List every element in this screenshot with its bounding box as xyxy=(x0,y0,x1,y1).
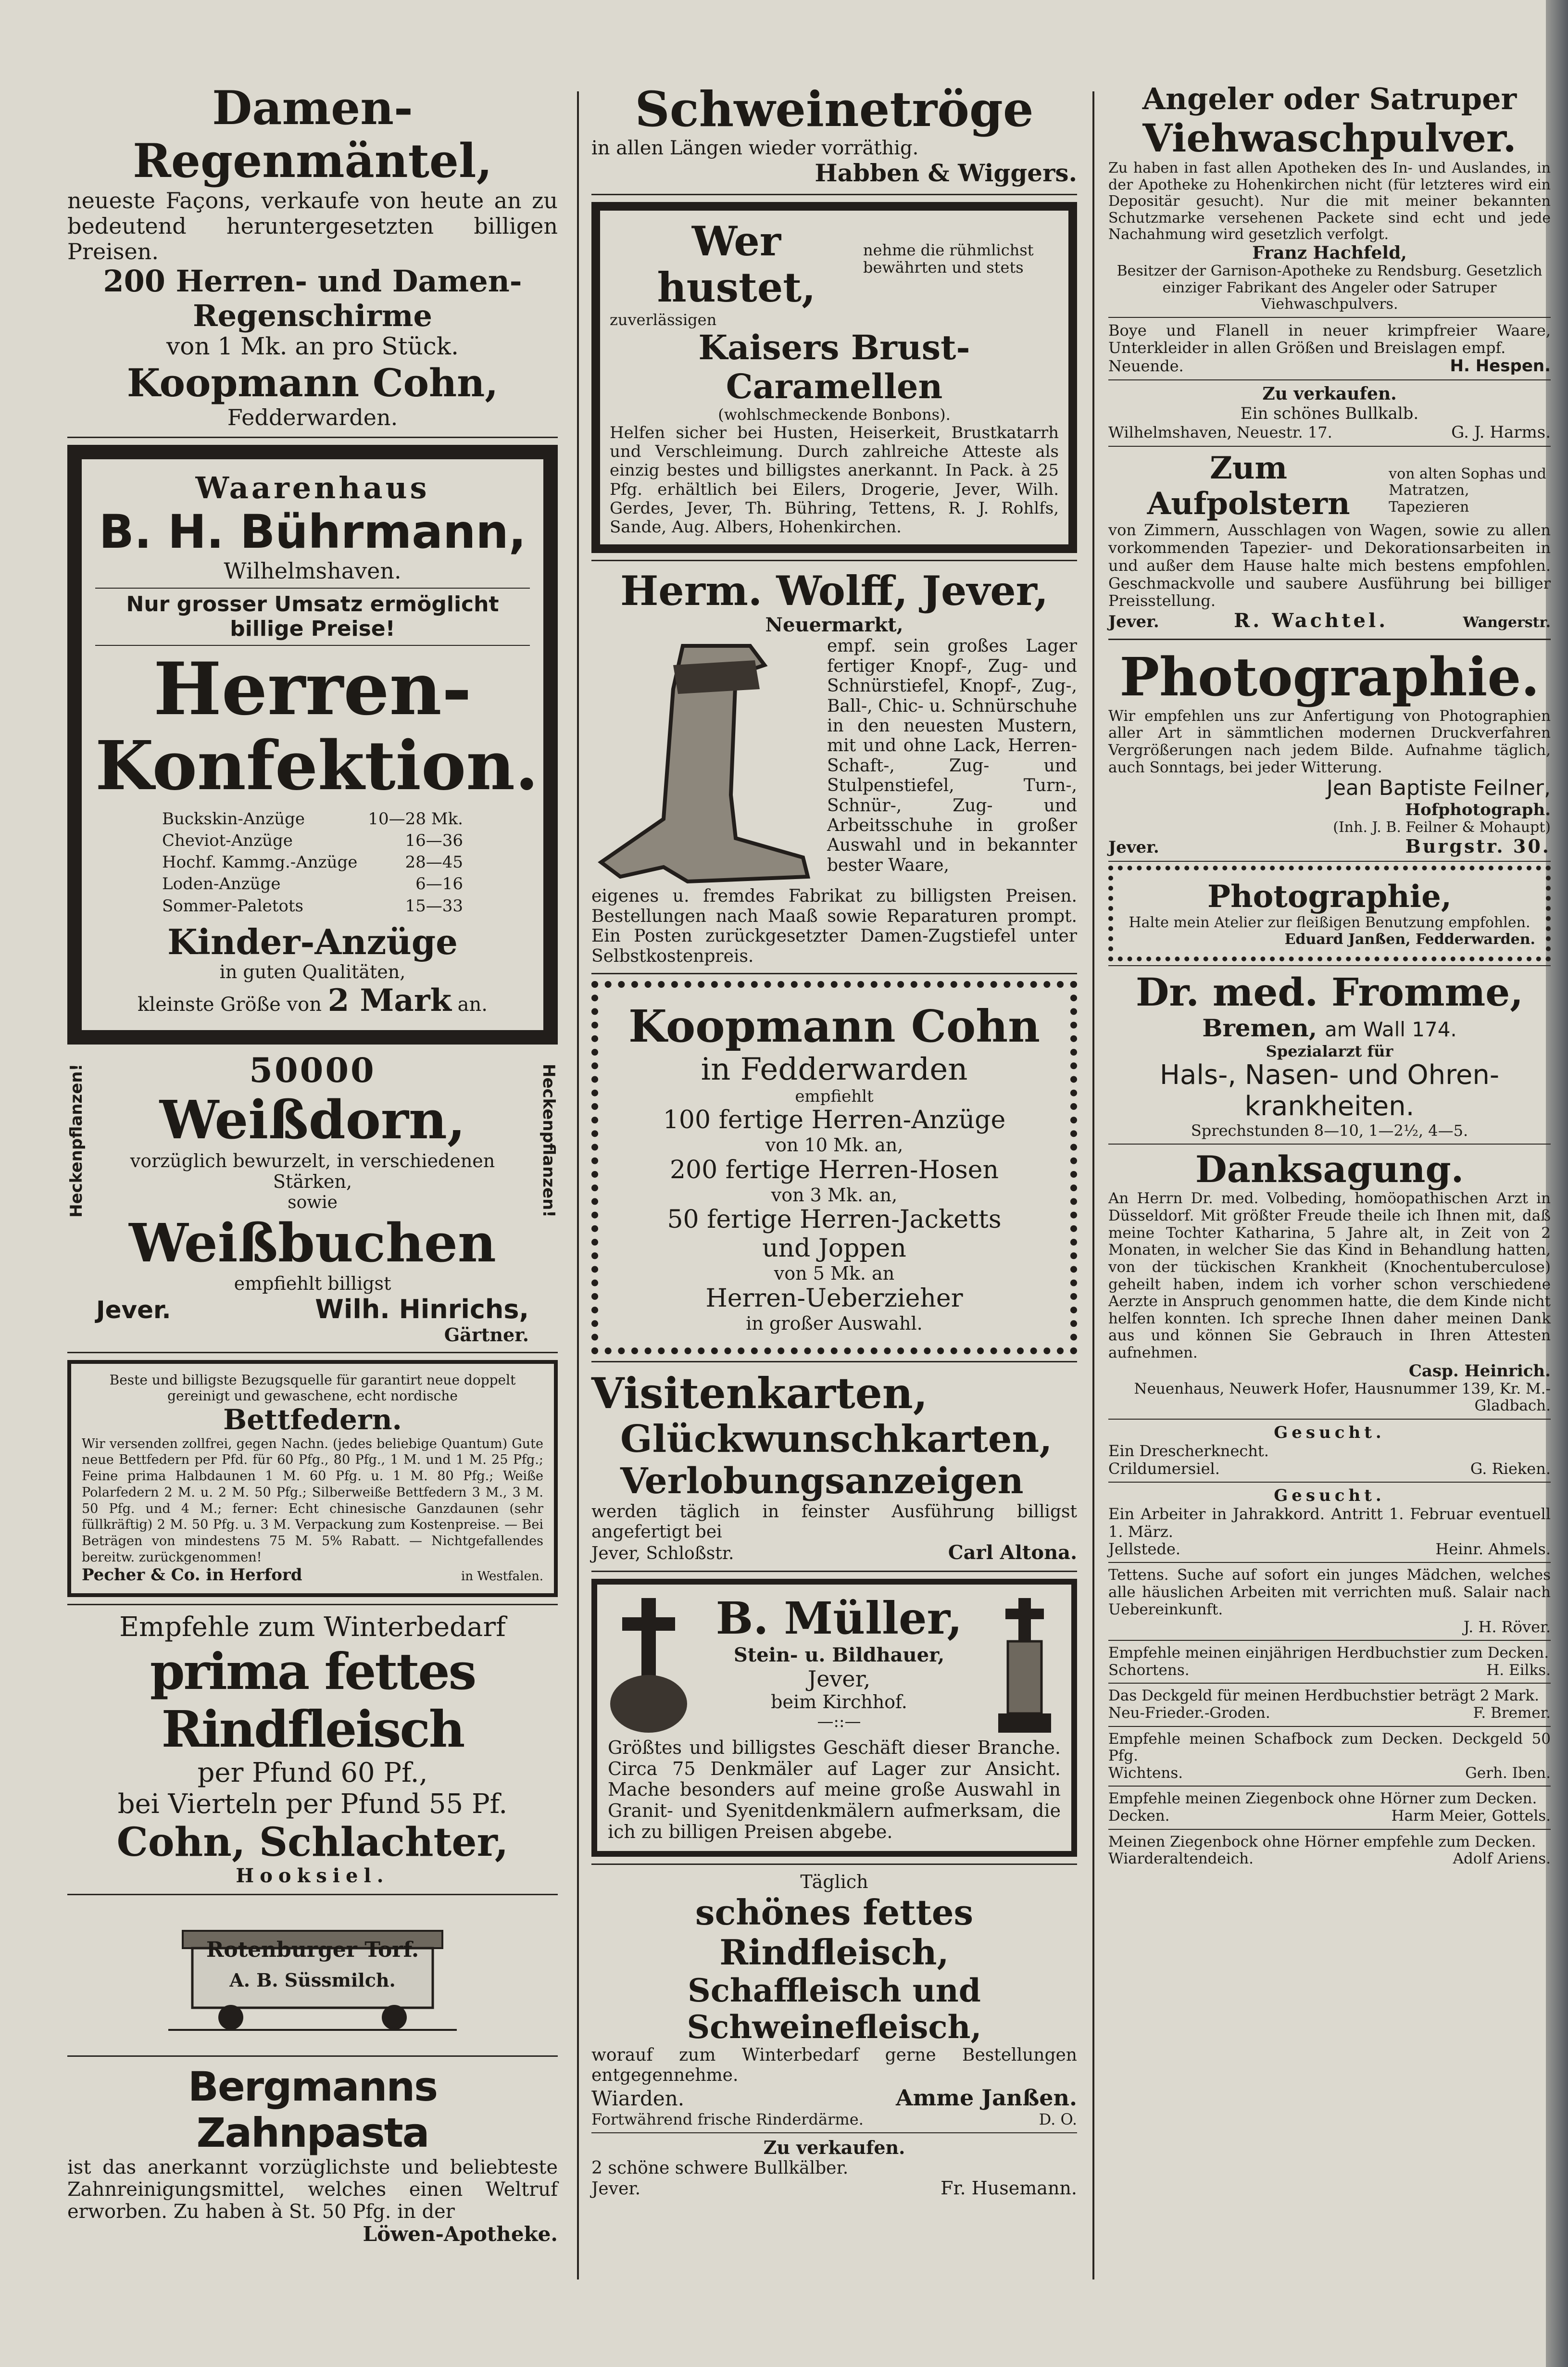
ad-mueller xyxy=(591,1579,1077,1857)
name: H. Eilks. xyxy=(1486,1661,1551,1679)
divider xyxy=(1108,446,1551,447)
ad-fromme xyxy=(1108,970,1551,1140)
place: Schortens. xyxy=(1108,1661,1190,1679)
ad-line: von 10 Mk. an, xyxy=(765,1134,903,1156)
role: Besitzer der Garnison-Apotheke zu Rendsburg. Gesetzlich einziger Fabrikant des Angeler oder Satruper Viehwaschpulvers. xyxy=(1116,263,1543,313)
boot-illustration xyxy=(591,636,817,886)
divider xyxy=(1108,861,1551,862)
ad-title: Gesucht. xyxy=(1274,1486,1385,1505)
ad-text: Tettens. Suche auf sofort ein junges Mädchen, welches alle häuslichen Arbeiten mit verrichten muß. Salair nach Uebereinkunft. xyxy=(1108,1566,1551,1618)
grave-stone-icon xyxy=(989,1593,1061,1737)
ad-husemann xyxy=(591,2137,1077,2199)
column-rule xyxy=(577,91,579,2279)
place: Crildumersiel. xyxy=(1108,1460,1220,1478)
note-row xyxy=(591,2111,1077,2128)
ad-danksagung xyxy=(1108,1148,1551,1415)
separator: —::— xyxy=(817,1712,861,1732)
divider xyxy=(95,645,530,646)
item-price: 16—36 xyxy=(405,831,463,851)
divider xyxy=(67,1604,558,1605)
address: Neuenhaus, Neuwerk Hofer, Hausnummer 139, Kr. M.-Gladbach. xyxy=(1134,1380,1551,1415)
address: Burgstr. 30. xyxy=(1405,835,1551,857)
item-name: Hochf. Kammg.-Anzüge xyxy=(162,853,358,872)
ad-wolff xyxy=(591,568,1077,966)
divider xyxy=(1108,965,1551,966)
name: Jean Baptiste Feilner, xyxy=(1326,776,1551,801)
ad-meier xyxy=(1108,1790,1551,1825)
item-name: Loden-Anzüge xyxy=(162,874,281,894)
ad-bremer xyxy=(1108,1687,1551,1722)
divider xyxy=(1108,1640,1551,1641)
price-table xyxy=(156,808,469,917)
ad-title: Angeler oder Satruper xyxy=(1142,81,1517,116)
column-1 xyxy=(67,82,558,2246)
signature-row xyxy=(1108,1662,1551,1679)
place: Wangerstr. xyxy=(1463,614,1551,631)
firm-name: B. H. Bührmann, xyxy=(99,504,527,559)
column-2 xyxy=(591,82,1077,2199)
title-row xyxy=(1108,451,1551,521)
location: beim Kirchhof. xyxy=(771,1691,907,1712)
wolff-body xyxy=(591,636,1077,886)
signature-row xyxy=(591,2178,1077,2199)
ad-hespen xyxy=(1108,322,1551,376)
ad-text: (wohlschmeckende Bonbons). xyxy=(718,405,951,424)
ad-text: ist das anerkannt vorzüglichste und beliebteste Zahnreinigungsmittel, welches einen Weltruf erworben. Zu haben à St. 50 Pfg. in der xyxy=(67,2156,558,2223)
ad-title: Visitenkarten, xyxy=(591,1368,928,1419)
table-row xyxy=(157,809,468,830)
ad-text: empf. sein großes Lager fertiger Knopf-, Zug- und Schnürstiefel, Knopf-, Zug-, Ball-, Chic- u. Schnürschuhe in den neuesten Mustern, mit und ohne Lack, Herren-Schaft-, Zug- und Stulpenstiefel, Turn-, Schnür-, Zug- und Arbeitsschuhe in großer Auswahl und in bekannter bester Waare, xyxy=(827,636,1077,875)
firm-name: B. Müller, xyxy=(715,1592,963,1644)
divider xyxy=(591,1361,1077,1362)
ad-torf xyxy=(67,1902,558,2048)
ad-sub: Neuermarkt, xyxy=(765,614,903,637)
divider xyxy=(591,973,1077,974)
item-price: 10—28 Mk. xyxy=(368,809,463,829)
name: Eduard Janßen, Fedderwarden. xyxy=(1284,931,1535,948)
ad-title: Zu verkaufen. xyxy=(763,2136,905,2158)
name: Harm Meier, Gottels. xyxy=(1391,1807,1551,1825)
ad-text: Rotenburger Torf. xyxy=(206,1937,419,1962)
signature-row xyxy=(1108,1765,1551,1782)
shop: Löwen-Apotheke. xyxy=(363,2222,558,2246)
name: Casp. Heinrich. xyxy=(1408,1361,1551,1381)
signature-row xyxy=(591,1542,1077,1564)
column-rule xyxy=(1092,91,1094,2279)
ad-title: Schaffleisch und Schweinefleisch, xyxy=(687,1971,982,2046)
signature-row xyxy=(1108,357,1551,376)
price: 2 Mark xyxy=(327,982,452,1019)
signature-row xyxy=(1108,1705,1551,1722)
item-price: 6—16 xyxy=(415,874,463,894)
price: bei Vierteln per Pfund 55 Pf. xyxy=(117,1788,508,1820)
place: Wiarderaltendeich. xyxy=(1108,1850,1254,1868)
ad-text: Das Deckgeld für meinen Herdbuchstier beträgt 2 Mark. xyxy=(1108,1687,1539,1705)
signature-row xyxy=(1108,1851,1551,1868)
name: Gerh. Iben. xyxy=(1465,1764,1551,1782)
ad-rieken xyxy=(1108,1423,1551,1478)
table-row xyxy=(157,831,468,851)
name: Fr. Husemann. xyxy=(941,2178,1077,2199)
place: Jever. xyxy=(96,1296,171,1324)
role: Stein- u. Bildhauer, xyxy=(733,1643,945,1666)
place: Jever. xyxy=(591,2179,641,2199)
place: Jever. xyxy=(1108,612,1159,632)
ad-text: nehme die rühmlichst bewährten und stets xyxy=(863,240,1034,277)
signature-row xyxy=(1108,610,1551,632)
ad-text: Empfehle meinen Schafbock zum Decken. Deckgeld 50 Pfg. xyxy=(1108,1730,1551,1765)
name: Carl Altona. xyxy=(948,1541,1077,1564)
divider xyxy=(591,194,1077,195)
ad-schweinetroege xyxy=(591,82,1077,187)
divider xyxy=(591,1571,1077,1572)
item-name: Sommer-Paletots xyxy=(162,896,303,916)
ad-koopmann-cohn xyxy=(591,981,1077,1354)
ad-text: Wir empfehlen uns zur Anfertigung von Photographien aller Art in sämmtlichen modernen Druckverfahren Vergrößerungen nach jedem Bilde. Aufnahme täglich, auch Sonntags, bei jeder Witterung. xyxy=(1108,707,1551,776)
ad-text: in guten Qualitäten, xyxy=(219,961,406,983)
name: F. Bremer. xyxy=(1473,1704,1551,1722)
ad-title: Schweinetröge xyxy=(635,81,1034,138)
firm-name: Koopmann Cohn xyxy=(628,1000,1041,1052)
firm-place: Fedderwarden. xyxy=(227,404,398,430)
mueller-header xyxy=(608,1593,1061,1737)
table-row xyxy=(157,852,468,873)
ad-line: 100 fertige Herren-Anzüge xyxy=(663,1106,1006,1135)
table-row xyxy=(157,896,468,917)
ad-text: vorzüglich bewurzelt, in verschiedenen Stärken, xyxy=(130,1150,495,1193)
ad-text: an. xyxy=(457,994,488,1016)
name: Heinr. Ahmels. xyxy=(1435,1540,1551,1559)
divider xyxy=(1108,379,1551,380)
ad-buehrmann xyxy=(67,445,558,1044)
ad-text xyxy=(95,983,530,1019)
divider xyxy=(591,2132,1077,2133)
title-row xyxy=(610,218,1059,311)
ad-text: Wir versenden zollfrei, gegen Nachn. (jedes beliebige Quantum) Gute neue Bettfedern per Pfd. für 60 Pfg., 80 Pfg., 1 M. und 1 M. 25 Pfg.; Feine prima Halbdaunen 1 M. 60 Pfg. u. 1 M. 80 Pfg.; Weiße Polarfedern 2 M. u. 2 M. 50 Pfg.; Silberweiße Bettfedern 3 M., 3 M. 50 Pfg. und 4 M.; ferner: Echt chinesische Ganzdaunen (sehr füllkräftig) 2 M. 50 Pfg. u. 3 M. Verpackung zum Kostenpreise. — Bei Beträgen von mindestens 75 M. 5% Rabatt. — Nichtgefallendes bereitw. zurückgenommen! xyxy=(82,1436,543,1565)
divider xyxy=(95,588,530,589)
name: Amme Janßen. xyxy=(895,2085,1077,2111)
ad-title: schönes fettes Rindfleisch, xyxy=(695,1892,974,1973)
ad-text: werden täglich in feinster Ausführung billigst angefertigt bei xyxy=(591,1502,1077,1542)
specialty: Hals-, Nasen- und Ohren- xyxy=(1159,1059,1500,1091)
slogan: Nur grosser Umsatz ermöglicht xyxy=(126,592,499,617)
ad-line: 200 Herren- und Damen- xyxy=(103,264,522,299)
ad-roever xyxy=(1108,1567,1551,1636)
ad-harms xyxy=(1108,384,1551,442)
ad-feilner xyxy=(1108,647,1551,857)
region: in Westfalen. xyxy=(461,1569,543,1584)
role: Hofphotograph. xyxy=(1405,800,1551,819)
ad-text: Beste und billigste Bezugsquelle für garantirt neue doppelt gereinigt und gewaschene, echt nordische xyxy=(109,1372,516,1404)
divider xyxy=(67,437,558,438)
divider xyxy=(67,2055,558,2057)
signature-row xyxy=(1108,1808,1551,1825)
signature-row xyxy=(591,2085,1077,2111)
ad-line: Herren-Ueberzieher xyxy=(705,1284,963,1313)
ad-line: von 5 Mk. an xyxy=(774,1263,895,1284)
signature-row xyxy=(96,1295,529,1324)
ad-title: Weißdorn, xyxy=(159,1089,466,1151)
ad-viehwaschpulver xyxy=(1108,82,1551,313)
ad-title: Weißbuchen xyxy=(129,1211,496,1274)
ad-janssen-fleisch xyxy=(591,1872,1077,2128)
side-label: Heckenpflanzen! xyxy=(67,1063,86,1218)
ad-rindfleisch xyxy=(67,1612,558,1888)
ad-kaisers xyxy=(591,202,1077,553)
divider xyxy=(1108,1726,1551,1727)
ad-line: von 3 Mk. an, xyxy=(771,1184,898,1206)
ad-title: Damen-Regenmäntel, xyxy=(133,81,492,189)
place: Jellstede. xyxy=(1108,1540,1181,1559)
owner: (Inh. J. B. Feilner & Mohaupt) xyxy=(1333,818,1551,836)
ad-big-word: Herren- xyxy=(153,647,472,732)
place: Wichtens. xyxy=(1108,1764,1183,1782)
signature-row xyxy=(1108,423,1551,442)
ad-text: Boye und Flanell in neuer krimpfreier Waare, Unterkleider in allen Größen und Breislagen empf. xyxy=(1108,321,1551,357)
ad-text: Größtes und billigstes Geschäft dieser Branche. Circa 75 Denkmäler auf Lager zur Ansicht. Mache besonders auf meine große Auswahl in Granit- und Syenitdenkmälern aufmerksam, die ich zu billigen Preisen abgebe. xyxy=(608,1737,1061,1842)
ad-text: Täglich xyxy=(800,1871,868,1893)
ad-text: Meinen Ziegenbock ohne Hörner empfehle zum Decken. xyxy=(1108,1833,1536,1851)
ad-title: Wer hustet, xyxy=(657,217,816,312)
ad-title: Photographie, xyxy=(1207,879,1452,915)
ad-title: Verlobungsanzeigen xyxy=(620,1460,1024,1502)
role: Gärtner. xyxy=(444,1323,529,1346)
name: Adolf Ariens. xyxy=(1453,1850,1551,1868)
price: per Pfund 60 Pf., xyxy=(197,1757,428,1789)
ad-title: Viehwaschpulver. xyxy=(1142,115,1517,161)
ad-title: Bergmanns Zahnpasta xyxy=(188,2063,438,2157)
mueller-title xyxy=(690,1593,989,1731)
item-name: Buckskin-Anzüge xyxy=(162,809,305,829)
ad-text: empfiehlt xyxy=(795,1087,874,1107)
ad-heading: Waarenhaus xyxy=(195,470,430,506)
ad-line: und Joppen xyxy=(762,1234,906,1263)
divider xyxy=(1108,1562,1551,1563)
ad-wachtel xyxy=(1108,451,1551,632)
firm-name: Cohn, Schlachter, xyxy=(116,1819,509,1865)
ad-text: sowie xyxy=(288,1193,338,1213)
ad-title: Herm. Wolff, Jever, xyxy=(620,567,1049,615)
place: Jever. xyxy=(1108,838,1159,857)
ad-text: eigenes u. fremdes Fabrikat zu billigsten Preisen. Bestellungen nach Maaß sowie Reparaturen prompt. Ein Posten zurückgesetzter Damen-Zugstiefel unter Selbstkostenpreis. xyxy=(591,886,1077,966)
address: Wilhelmshaven, Neuestr. 17. xyxy=(1108,423,1332,441)
ad-eilks xyxy=(1108,1645,1551,1679)
ad-bettfedern xyxy=(67,1360,558,1597)
signature-row xyxy=(82,1566,543,1585)
place: Jever, Schloßstr. xyxy=(591,1543,734,1563)
column-3 xyxy=(1108,82,1551,1868)
name: G. J. Harms. xyxy=(1451,422,1551,442)
name: Franz Hachfeld, xyxy=(1252,242,1407,263)
ad-line: von 1 Mk. an pro Stück. xyxy=(166,332,459,361)
ad-text: Empfehle meinen einjährigen Herdbuchstier zum Decken. xyxy=(1108,1644,1549,1662)
table-row xyxy=(157,874,468,894)
ad-text: kleinste Größe von xyxy=(138,994,322,1016)
ad-text: Helfen sicher bei Husten, Heiserkeit, Brustkatarrh und Verschleimung. Durch zahlreiche Atteste als einzig bestes und billigstes anerkannt. In Pack. à 25 Pfg. erhältlich bei Eilers, Drogerie, Jever, Wilh. Gerdes, Jever, Th. Bühring, Tettens, R. J. Rohlfs, Sande, Aug. Albers, Hohenkirchen. xyxy=(610,423,1059,537)
place: Wiarden. xyxy=(591,2087,685,2111)
ad-line: in großer Auswahl. xyxy=(746,1312,923,1334)
place: Neuende. xyxy=(1108,357,1184,376)
ad-big-word: Konfektion. xyxy=(95,727,539,806)
divider xyxy=(1108,1144,1551,1145)
ad-line: 50 fertige Herren-Jacketts xyxy=(667,1205,1002,1234)
ad-weissdorn xyxy=(67,1045,558,1346)
ad-zahnpasta xyxy=(67,2064,558,2246)
item-name: Cheviot-Anzüge xyxy=(162,831,293,851)
city: Bremen, xyxy=(1202,1014,1317,1043)
ad-title: Photographie. xyxy=(1119,646,1540,708)
name: Wilh. Hinrichs, xyxy=(315,1294,529,1324)
ad-regenmaentel xyxy=(67,82,558,430)
name: R. Wachtel. xyxy=(1234,609,1389,632)
ad-ahmels xyxy=(1108,1486,1551,1558)
divider xyxy=(1108,1829,1551,1830)
ad-title: Bettfedern. xyxy=(223,1403,402,1436)
ad-text: zuverlässigen xyxy=(610,310,717,329)
slogan: billige Preise! xyxy=(230,616,395,641)
ad-ariens xyxy=(1108,1834,1551,1868)
ad-text: Zu haben in fast allen Apotheken des In- und Auslandes, in der Apotheke zu Hohenkirchen nicht (für letzteres wird ein Depositär gesucht). Nur die mit meiner bekannten Schutzmarke versehenen Packete sind echt und jede Nachahmung wird gesetzlich verfolgt. xyxy=(1108,160,1551,243)
item-price: 28—45 xyxy=(405,853,463,872)
ad-title: Glückwunschkarten, xyxy=(620,1417,1053,1461)
street: am Wall 174. xyxy=(1325,1018,1457,1042)
ad-title: Zum Aufpolstern xyxy=(1147,450,1350,522)
ad-text: neueste Façons, verkaufe von heute an zu bedeutend heruntergesetzten billigen Preisen. xyxy=(67,187,558,264)
ad-text: Halte mein Atelier zur fleißigen Benutzung empfohlen. xyxy=(1129,914,1530,932)
ad-text: Empfehle zum Winterbedarf xyxy=(119,1611,506,1643)
firm-name: Habben & Wiggers. xyxy=(815,159,1077,187)
ad-text: Ein Drescherknecht. xyxy=(1108,1442,1269,1460)
side-label: Heckenpflanzen! xyxy=(539,1063,558,1218)
divider xyxy=(591,560,1077,561)
firm-name: Koopmann Cohn, xyxy=(126,360,499,405)
ad-text: A. B. Süssmilch. xyxy=(229,1969,396,1991)
ad-text: von Zimmern, Ausschlagen von Wagen, sowie zu allen vorkommenden Tapezier- und Dekorationsarbeiten in und außer dem Hause halte mich bestens empfohlen. Geschmackvolle und saubere Ausführung bei billiger Preisstellung. xyxy=(1108,521,1551,610)
signature-row xyxy=(1108,1540,1551,1558)
divider xyxy=(1108,1482,1551,1483)
divider xyxy=(1108,639,1551,640)
role: Spezialarzt für xyxy=(1266,1042,1393,1060)
item-price: 15—33 xyxy=(405,896,463,916)
ad-title: Dr. med. Fromme, xyxy=(1135,969,1523,1015)
cross-monument-icon xyxy=(608,1593,690,1737)
ad-janssen-photo xyxy=(1108,866,1551,961)
ad-altona xyxy=(591,1369,1077,1564)
ad-text: worauf zum Winterbedarf gerne Bestellungen entgegennehme. xyxy=(591,2045,1077,2085)
ad-line: Regenschirme xyxy=(193,298,432,333)
ad-note: D. O. xyxy=(1039,2110,1077,2129)
ad-iben xyxy=(1108,1731,1551,1782)
ad-text: von alten Sophas und Matratzen, Tapezieren xyxy=(1389,465,1546,516)
firm: Pecher & Co. in Herford xyxy=(82,1565,302,1585)
product-name: Kaisers Brust-Caramellen xyxy=(698,327,970,406)
name: G. Rieken. xyxy=(1470,1460,1551,1478)
name: H. Hespen. xyxy=(1450,356,1551,376)
ad-text: in allen Längen wieder vorräthig. xyxy=(591,137,919,159)
firm-city: Wilhelmshaven. xyxy=(224,558,401,584)
divider xyxy=(1108,1419,1551,1420)
signature-row xyxy=(1108,836,1551,857)
ad-note: Fortwährend frische Rinderdärme. xyxy=(591,2110,864,2129)
firm-place: in Fedderwarden xyxy=(701,1051,968,1087)
hours: Sprechstunden 8—10, 1—2½, 4—5. xyxy=(1191,1121,1468,1140)
ad-text: 2 schöne schwere Bullkälber. xyxy=(591,2158,849,2178)
ad-line: 200 fertige Herren-Hosen xyxy=(669,1155,999,1184)
ad-text: An Herrn Dr. med. Volbeding, homöopathischen Arzt in Düsseldorf. Mit größter Freude theile ich Ihnen mit, daß meine Tochter Katharina, 5 Jahre alt, in Zeit von 2 Monaten, in welcher Sie das Kind in Behandlung hatten, von der tückischen Krankheit (Knochentuberculose) geheilt haben, indem ich vorher schon verschiedene Aerzte in Anspruch genommen hatte, die dem Kinde nicht helfen konnten. Ich spreche Ihnen daher meinen Dank aus und können Sie Gebrauch in Ihren Attesten aufnehmen. xyxy=(1108,1190,1551,1362)
divider xyxy=(67,1352,558,1353)
ad-title: prima fettes Rindfleisch xyxy=(150,1642,476,1759)
divider xyxy=(1108,1786,1551,1787)
ad-title: Gesucht. xyxy=(1274,1423,1385,1443)
signature-row xyxy=(1108,1460,1551,1478)
ad-text: empfiehlt billigst xyxy=(234,1273,391,1295)
ad-sub-title: Kinder-Anzüge xyxy=(167,921,458,962)
city: Jever, xyxy=(807,1665,871,1692)
divider xyxy=(1108,317,1551,318)
firm-place: Hooksiel. xyxy=(236,1864,389,1888)
ad-text: Empfehle meinen Ziegenbock ohne Hörner zum Decken. xyxy=(1108,1790,1537,1808)
name: J. H. Röver. xyxy=(1463,1618,1551,1637)
count: 50000 xyxy=(249,1050,376,1090)
ad-text: Ein schönes Bullkalb. xyxy=(1240,403,1419,423)
divider xyxy=(591,1863,1077,1865)
specialty: krankheiten. xyxy=(1244,1090,1415,1122)
ad-title: Danksagung. xyxy=(1195,1147,1464,1191)
ad-text: Ein Arbeiter in Jahrakkord. Antritt 1. Februar eventuell 1. März. xyxy=(1108,1504,1551,1541)
address xyxy=(1108,1014,1551,1043)
place: Decken. xyxy=(1108,1807,1170,1825)
place: Neu-Frieder.-Groden. xyxy=(1108,1704,1270,1722)
ad-title: Zu verkaufen. xyxy=(1262,384,1397,404)
divider xyxy=(1108,1683,1551,1684)
divider xyxy=(67,1894,558,1895)
